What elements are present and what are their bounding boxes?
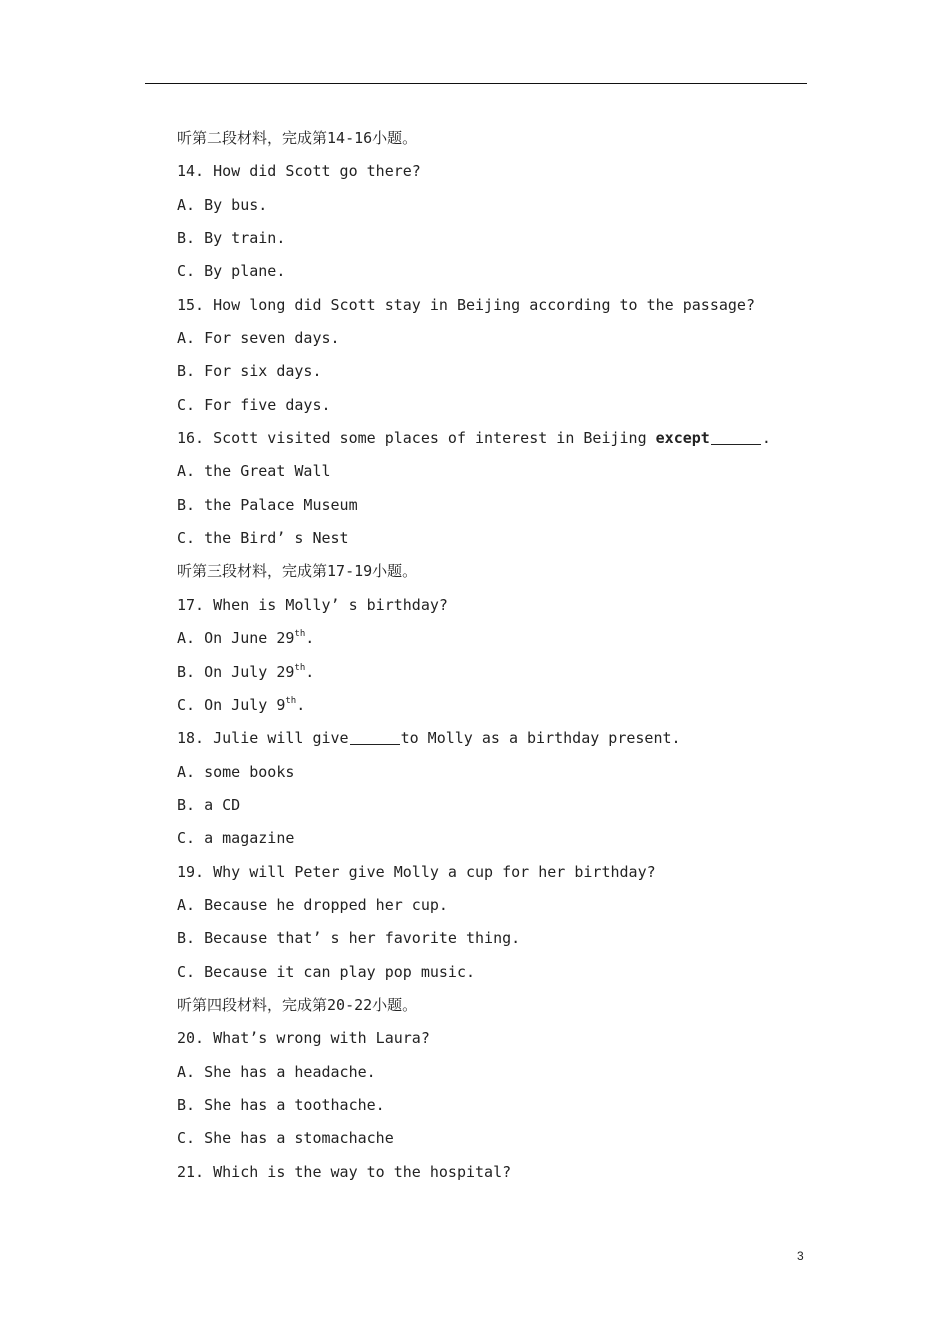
option-20b: B. She has a toothache.	[177, 1095, 385, 1114]
option-18c: C. a magazine	[177, 829, 295, 848]
question-15: 15. How long did Scott stay in Beijing according to the passage?	[177, 295, 755, 314]
option-14a: A. By bus.	[177, 195, 268, 214]
section-heading-4: 听第四段材料，完成第20-22小题。	[177, 995, 418, 1014]
question-16	[177, 422, 797, 455]
option-16c: C. the Bird’ s Nest	[177, 529, 349, 548]
option-17b	[177, 656, 797, 689]
question-16-end: .	[761, 429, 771, 448]
option-17c-text: C. On July 9	[177, 695, 286, 714]
option-14b: B. By train.	[177, 229, 286, 248]
option-15a: A. For seven days.	[177, 329, 340, 348]
ordinal-suffix: th	[294, 629, 306, 640]
question-20: 20. What’s wrong with Laura?	[177, 1029, 430, 1048]
option-20c: C. She has a stomachache	[177, 1129, 394, 1148]
option-19a: A. Because he dropped her cup.	[177, 895, 448, 914]
section-heading-3: 听第三段材料，完成第17-19小题。	[177, 562, 418, 581]
question-14: 14. How did Scott go there?	[177, 162, 421, 181]
ordinal-suffix: th	[294, 662, 306, 673]
section-heading-2: 听第二段材料，完成第14-16小题。	[177, 129, 418, 147]
option-18b: B. a CD	[177, 795, 241, 814]
answer-blank	[350, 730, 400, 745]
option-17a-end: .	[305, 629, 315, 648]
question-16-text: 16. Scott visited some places of interest in Beijing	[177, 429, 656, 448]
option-14c: C. By plane.	[177, 262, 286, 281]
question-21: 21. Which is the way to the hospital?	[177, 1162, 512, 1181]
question-18-text: 18. Julie will give	[177, 729, 349, 748]
option-17a	[177, 622, 797, 655]
option-16b: B. the Palace Museum	[177, 495, 358, 514]
question-16-emphasis: except	[655, 429, 710, 448]
option-17c-end: .	[296, 695, 306, 714]
question-18-end: to Molly as a birthday present.	[400, 729, 681, 748]
option-17c	[177, 689, 797, 722]
option-15b: B. For six days.	[177, 362, 322, 381]
question-19: 19. Why will Peter give Molly a cup for her birthday?	[177, 862, 656, 881]
option-17b-text: B. On July 29	[177, 662, 295, 681]
option-20a: A. She has a headache.	[177, 1062, 376, 1081]
question-list	[177, 122, 797, 1189]
page-number: 3	[797, 1249, 804, 1263]
ordinal-suffix: th	[285, 695, 297, 706]
option-17a-text: A. On June 29	[177, 629, 295, 648]
option-18a: A. some books	[177, 762, 295, 781]
option-15c: C. For five days.	[177, 395, 331, 414]
option-19c: C. Because it can play pop music.	[177, 962, 476, 981]
option-19b: B. Because that’ s her favorite thing.	[177, 929, 521, 948]
option-16a: A. the Great Wall	[177, 462, 331, 481]
header-rule	[145, 83, 807, 84]
question-17: 17. When is Molly’ s birthday?	[177, 595, 448, 614]
question-18	[177, 722, 797, 755]
answer-blank	[711, 430, 761, 445]
option-17b-end: .	[305, 662, 315, 681]
